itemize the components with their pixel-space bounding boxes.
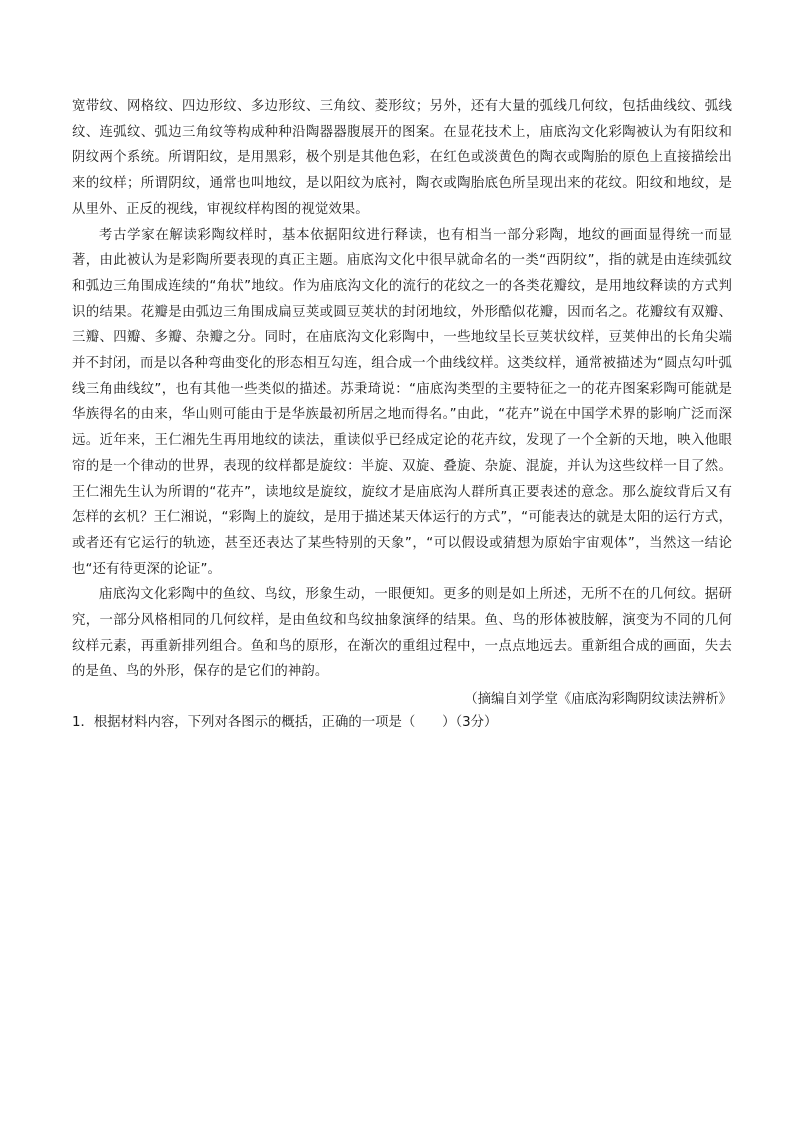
question-1: 1．根据材料内容，下列对各图示的概括，正确的一项是（ ）（3分） xyxy=(72,715,498,731)
paragraph-1: 宽带纹、网格纹、四边形纹、多边形纹、三角纹、菱形纹；另外，还有大量的弧线几何纹，包括曲线纹、弧线纹、连弧纹、弧边三角纹等构成种种沿陶器器腹展开的图案。在显花技术上，庙底沟文化彩陶被认为有阳纹和阴纹两个系统。所谓阳纹，是用黑彩，极个别是其他色彩，在红色或淡黄色的陶衣或陶胎的原色上直接描绘出来的纹样；所谓阴纹，通常也叫地纹，是以阳纹为底衬，陶衣或陶胎底色所呈现出来的花纹。阳纹和地纹，是从里外、正反的视线，审视纹样构图的视觉效果。 xyxy=(72,99,732,217)
paragraph-2: 考古学家在解读彩陶纹样时，基本依据阳纹进行释读，也有相当一部分彩陶，地纹的画面显得统一而显著，由此被认为是彩陶所要表现的真正主题。庙底沟文化中很早就命名的一类“西阴纹”，指的就是由连续弧纹和弧边三角围成连续的“角状”地纹。作为庙底沟文化的流行的花纹之一的各类花瓣纹，是用地纹释读的方式判识的结果。花瓣是由弧边三角围成扁豆荚或圆豆荚状的封闭地纹，外形酷似花瓣，因而名之。花瓣纹有双瓣、三瓣、四瓣、多瓣、杂瓣之分。同时，在庙底沟文化彩陶中，一些地纹呈长豆荚状纹样，豆荚伸出的长角尖端并不封闭，而是以各种弯曲变化的形态相互勾连，组合成一个曲线纹样。这类纹样，通常被描述为“圆点勾叶弧线三角曲线纹”，也有其他一些类似的描述。苏秉琦说：“庙底沟类型的主要特征之一的花卉图案彩陶可能就是华族得名的由来，华山则可能由于是华族最初所居之地而得名。”由此，“花卉”说在中国学术界的影响广泛而深远。近年来，王仁湘先生再用地纹的读法，重读似乎已经成定论的花卉纹，发现了一个全新的天地，映入他眼帘的是一个律动的世界，表现的纹样都是旋纹：半旋、双旋、叠旋、杂旋、混旋，并认为这些纹样一目了然。王仁湘先生认为所谓的“花卉”，读地纹是旋纹，旋纹才是庙底沟人群所真正要表述的意念。那么旋纹背后又有怎样的玄机？王仁湘说，“彩陶上的旋纹，是用于描述某天体运行的方式”，“可能表达的就是太阳的运行方式，或者还有它运行的轨迹，甚至还表达了某些特别的天象”，“可以假设或猜想为原始宇宙观体”，当然这一结论也“还有待更深的论证”。 xyxy=(72,227,732,577)
paragraph-3: 庙底沟文化彩陶中的鱼纹、鸟纹，形象生动，一眼便知。更多的则是如上所述，无所不在的几何纹。据研究，一部分风格相同的几何纹样，是由鱼纹和鸟纹抽象演绎的结果。鱼、鸟的形体被肢解，演变为不同的几何纹样元素，再重新排列组合。鱼和鸟的原形，在渐次的重组过程中，一点点地远去。重新组合成的画面，失去的是鱼、鸟的外形，保存的是它们的神韵。 xyxy=(72,587,732,680)
article-body xyxy=(72,94,732,734)
source-citation: （摘编自刘学堂《庙底沟彩陶阴纹读法辨析》 xyxy=(464,692,732,708)
